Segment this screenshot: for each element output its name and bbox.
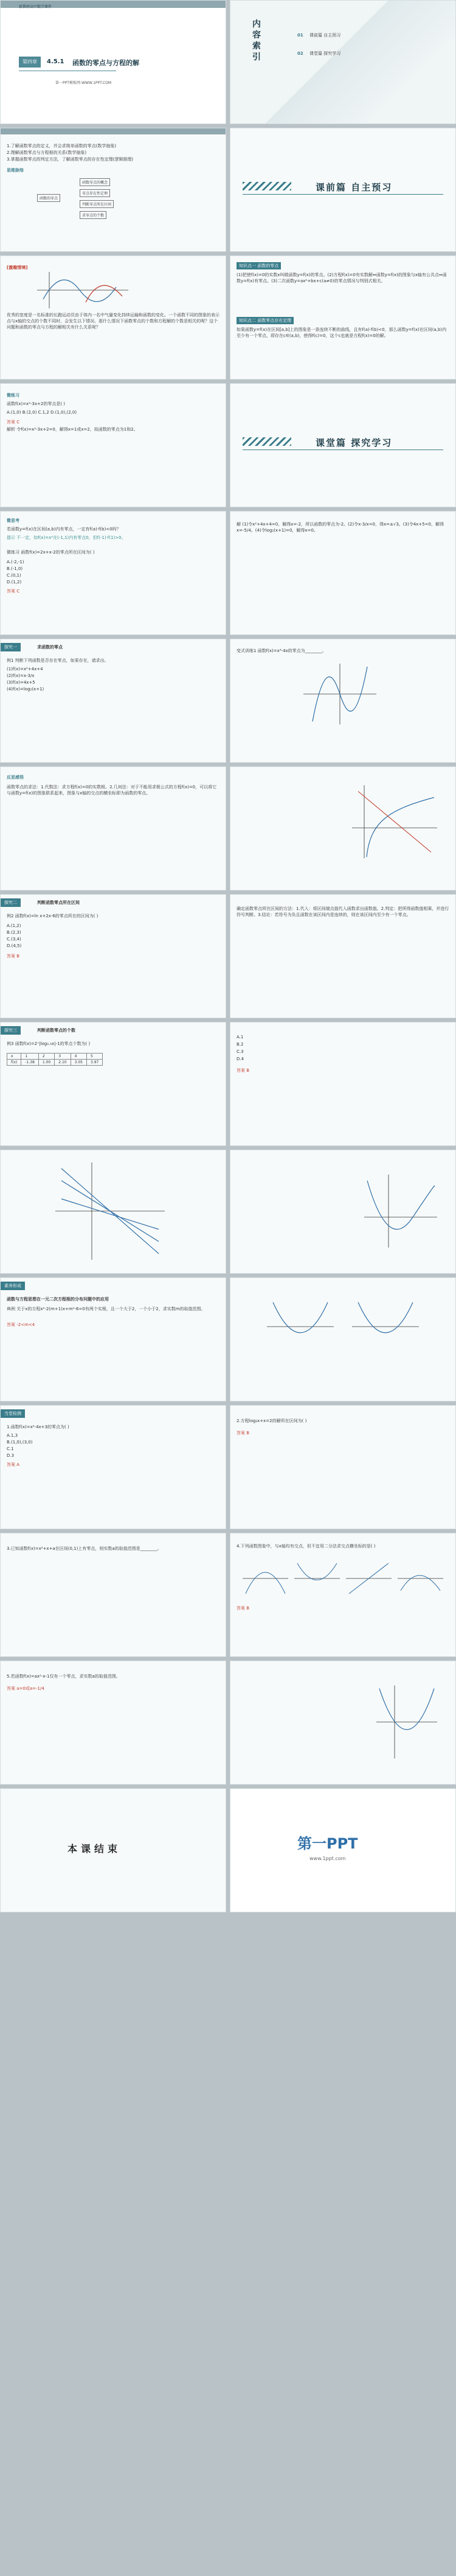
contents-item-2-num: 02 (297, 51, 303, 56)
ex3-table (7, 1053, 103, 1066)
ex3-graph-slide-2 (230, 1150, 456, 1274)
publisher-label: 新教材高中数学课件 (19, 5, 52, 9)
section-number: 4.5.1 (47, 58, 64, 65)
quiz-slide-1 (0, 1405, 226, 1529)
chapter-badge: 第四章 (19, 57, 41, 68)
ex4-answer: 答案 -2<m<4 (7, 1322, 35, 1327)
contents-item-1-label: 课前篇 自主预习 (309, 33, 341, 38)
part2-stripes (243, 437, 291, 446)
contents-item-1[interactable] (297, 32, 340, 38)
practice-answer: 答案 C (7, 420, 20, 425)
practice-slide (0, 383, 226, 507)
mindmap-label: 思维脉络 (7, 168, 24, 173)
ex3-table-head (7, 1054, 103, 1060)
quiz-q2: 2.方程log₂x+x=2的解所在区间为( ) (237, 1418, 307, 1423)
situation-graph (37, 272, 128, 308)
ex4-heading: 函数与方程思想在一元二次方程根的分布问题中的应用 (7, 1297, 109, 1302)
ex2-choice-a[interactable]: A.(1,2) (7, 923, 21, 928)
contents-bg (230, 1, 456, 124)
mindmap (37, 176, 171, 224)
ex1-reflect: 函数零点的求法：1.代数法：求方程f(x)=0的实数根。2.几何法：对于不能用求根公式的方程f(x)=0，可以将它与函数y=f(x)的图象联系起来，图象与x轴的交点的横坐标即为函数的零点。 (7, 785, 217, 796)
ex1-continued-slide (230, 639, 456, 763)
ex3-td: 3.97 (86, 1060, 102, 1066)
brand-url[interactable]: www.1ppt.com (309, 1856, 346, 1861)
ex2-answer: 答案 B (7, 954, 20, 959)
ex2-reflect: 确定函数零点所在区间的方法：1.代入：将区间端点值代入函数求出函数值。2.判定：把所得函数值相乘，并进行符号判断。3.结论：若符号为负且函数在该区间内是连续的，则在该区间内至少有一个零点。 (237, 906, 449, 917)
ex3-td: f(x) (7, 1060, 21, 1066)
ex2-choice-d[interactable]: D.(4,5) (7, 943, 22, 948)
ex3-th: x (7, 1054, 21, 1060)
ex1-items (7, 666, 44, 693)
mindmap-root: 函数的零点 (37, 194, 60, 202)
ex1-item-4: (4)f(x)=log₂(x+1) (7, 687, 44, 692)
quiz-slide-5 (0, 1661, 226, 1785)
part1-slide (230, 128, 456, 252)
ex3-th: 5 (86, 1054, 102, 1060)
ex4-slide (0, 1277, 226, 1401)
k2-text: 如果函数y=f(x)在区间[a,b]上的图象是一条连续不断的曲线，且有f(a)·f(b)<0，那么函数y=f(x)在区间(a,b)内至少有一个零点，即存在c∈(a,b)，使得f(c)=0，这个c也就是方程f(x)=0的解。 (237, 327, 447, 338)
think-hint: 提示 不一定，如f(x)=x²在(-1,1)内有零点0，但f(-1)·f(1)>0。 (7, 535, 126, 540)
ex3-td: -1.38 (21, 1060, 39, 1066)
quiz-q5-answer: 答案 a=0或a=-1/4 (7, 1686, 44, 1691)
k2-title: 知识点二 函数零点存在定理 (237, 317, 294, 324)
goals-top-band (1, 128, 226, 134)
ex3-graph (55, 1162, 165, 1260)
ex2-slide (0, 894, 226, 1018)
quiz-q1-choices (7, 1432, 32, 1459)
quiz-q4-graphs (243, 1560, 443, 1597)
ex2-question: 例2 函数f(x)=ln x+2x-6的零点所在的区间为( ) (7, 914, 98, 918)
ex1-reflect-title: 反思感悟 (7, 775, 24, 780)
goals-list (7, 143, 219, 163)
mindmap-node-2: 零点存在性定理 (80, 189, 110, 197)
quiz-q1-choice-c[interactable]: C.1 (7, 1446, 14, 1451)
ex3-choice-a[interactable]: A.1 (237, 1035, 244, 1040)
part1-rule (243, 194, 443, 195)
ex4-graphs (267, 1296, 419, 1345)
ex3-question: 例3 函数f(x)=2ˣ|log₀.₅x|-1的零点个数为( ) (7, 1041, 91, 1046)
ex3-td: 1.00 (38, 1060, 54, 1066)
quiz-q5: 5.若函数f(x)=ax²-x-1仅有一个零点，求实数a的取值范围。 (7, 1674, 120, 1679)
think-choice-a[interactable]: A.(-2,-1) (7, 560, 24, 564)
mindmap-node-1: 函数零点的概念 (80, 178, 110, 186)
mindmap-node-4: 求零点的个数 (80, 211, 106, 219)
ex1-item-2: (2)f(x)=x-3/x (7, 673, 35, 678)
ex1-slide (0, 639, 226, 763)
ex1-question: 例1 判断下列函数是否存在零点，如果存在，请求出。 (7, 658, 109, 663)
graph-curve-1 (43, 280, 116, 302)
think-choices (7, 559, 24, 586)
ex3-choices (237, 1033, 244, 1063)
ex2-graph (352, 785, 437, 858)
ex3-td: 3.05 (71, 1060, 86, 1066)
ex3-choice-b[interactable]: B.2 (237, 1042, 244, 1047)
quiz-q1-choice-a[interactable]: A.1,3 (7, 1433, 18, 1438)
situation-text: 优秀的宽度是一名标准的长跑运动员由于体内一名中气量变化持续运输和函数的变化。一个函数不同的图象的表示点与x轴的交点的个数不同时，会发生以下情况。那什么情况下函数零点的个数和方程解的个数是相关的呢？这个问题和函数的零点与方程的解相关有什么关系呢？ (7, 313, 219, 330)
quiz-q4: 4.下列函数图象中，与x轴均有交点，但不宜用二分法求交点横坐标的是( ) (237, 1544, 376, 1549)
k1-text: (1)把使f(x)=0的实数x叫做函数y=f(x)的零点。(2)方程f(x)=0有实数解⇔函数y=f(x)的图象与x轴有公共点⇔函数y=f(x)有零点。(3)二次函数y=ax²+bx+c(a≠0)的零点情况与判别式相关。 (237, 273, 447, 283)
ex2-tag: 探究二 (1, 898, 21, 907)
ex2-heading: 判断函数零点所在区间 (37, 900, 80, 905)
practice-title: 微练习 (7, 393, 19, 398)
ex3-graph-2 (364, 1175, 437, 1248)
think-choice-b[interactable]: B.(-1,0) (7, 566, 23, 571)
ex1-follow: 变式训练1 函数f(x)=x³-4x的零点为________。 (237, 648, 326, 653)
contents-item-2[interactable] (297, 50, 340, 57)
ex2-reflect-slide (230, 894, 456, 1018)
think-title: 微思考 (7, 518, 19, 523)
practice-question: 函数f(x)=x²-3x+2的零点是( ) (7, 401, 66, 406)
ex2-choices (7, 923, 21, 950)
think-choice-c[interactable]: C.(0,1) (7, 573, 21, 578)
situation-label: [激趣情境] (7, 265, 28, 270)
part1-stripes (243, 182, 291, 190)
reflect1-slide (0, 766, 226, 890)
mindmap-node-3: 判断零点所在区间 (80, 200, 114, 208)
ex2-choice-c[interactable]: C.(3,4) (7, 937, 21, 942)
table-row (7, 1060, 103, 1066)
ex3-answer: 答案 B (237, 1068, 250, 1073)
ex3-heading: 判断函数零点的个数 (37, 1028, 75, 1033)
knowledge-slide (230, 255, 456, 380)
practice-analysis: 解析 令f(x)=x²-3x+2=0，解得x=1或x=2，故函数的零点为1和2。 (7, 427, 138, 432)
quiz-q1: 1.函数f(x)=x²-4x+3的零点为( ) (7, 1425, 69, 1429)
quiz-q2-answer: 答案 B (237, 1431, 250, 1436)
quiz-q4-graph-c (346, 1563, 392, 1594)
ex3-td: 2.10 (55, 1060, 71, 1066)
ex3-choice-c[interactable]: C.3 (237, 1049, 244, 1054)
cover-slide (0, 0, 226, 124)
ex3-tag: 探究三 (1, 1026, 21, 1035)
ex3-th: 2 (38, 1054, 54, 1060)
cover-title: 函数的零点与方程的解 (72, 59, 139, 67)
think-practice: 微练习 函数f(x)=2x+x-2的零点所在区间为( ) (7, 550, 95, 555)
quiz-q1-choice-b[interactable]: B.(1,0),(3,0) (7, 1440, 33, 1445)
ex1-graph (303, 664, 376, 724)
quiz-slide-4 (230, 1533, 456, 1657)
ex3-choice-d[interactable]: D.4 (237, 1057, 244, 1061)
quiz-q4-graph-b (294, 1563, 340, 1580)
end-text: 本课结束 (67, 1843, 122, 1855)
ex1-solution: 解 (1)令x²+4x+4=0，解得x=-2，所以函数的零点为-2。(2)令x-3/x=0，得x=±√3。(3)令4x+5=0，解得x=-5/4。(4)令log₂(x+1)=0，解得x=0。 (237, 522, 444, 533)
quiz-q3: 3.已知函数f(x)=x²+x+a在区间(0,1)上有零点，则实数a的取值范围是________。 (7, 1546, 162, 1551)
quiz-slide-2 (230, 1405, 456, 1529)
end-slide (0, 1788, 226, 1912)
ex2-choice-b[interactable]: B.(2,3) (7, 930, 21, 935)
part2-slide (230, 383, 456, 507)
ex4-graph-slide (230, 1277, 456, 1401)
ex1-item-3: (3)f(x)=4x+5 (7, 680, 35, 685)
brand-slide (230, 1788, 456, 1912)
quiz-q5-graph (376, 1686, 437, 1758)
quiz-q4-answer: 答案 B (237, 1606, 250, 1611)
part2-title: 课堂篇 探究学习 (316, 437, 393, 448)
k1-title: 知识点一 函数的零点 (237, 262, 281, 269)
ex3-th: 1 (21, 1054, 39, 1060)
quiz-graph-slide (230, 1661, 456, 1785)
ex2-graph-slide (230, 766, 456, 890)
ex1-item-1: (1)f(x)=x²+4x+4 (7, 667, 43, 672)
goal-2: 2.理解函数零点与方程根的关系(数学抽象) (7, 150, 87, 155)
practice-choices[interactable]: A.(1,0) B.(2,0) C.1,2 D.(1,0),(2,0) (7, 410, 77, 415)
contents-item-1-num: 01 (297, 33, 303, 38)
contents-title: 内容索引 (252, 19, 261, 62)
think-text: 若函数y=f(x)在区间(a,b)内有零点，一定有f(a)·f(b)<0吗？ (7, 527, 121, 532)
contents-item-2-label: 课堂篇 探究学习 (309, 51, 341, 56)
quiz-slide-3 (0, 1533, 226, 1657)
ex4-question: 典例 关于x的方程x²-2(m+1)x+m²-6=0有两个实根，且一个大于2，一个小于2，求实数m的取值范围。 (7, 1307, 206, 1311)
ex1-heading: 求函数的零点 (37, 645, 63, 650)
quiz-q1-answer: 答案 A (7, 1462, 20, 1467)
goal-3: 3.掌握函数零点的判定方法，了解函数零点的存在性定理(逻辑推理) (7, 157, 134, 162)
contents-slide (230, 0, 456, 124)
solution-slide-1 (230, 511, 456, 635)
think-choice-d[interactable]: D.(1,2) (7, 580, 22, 585)
ex1-tag: 探究一 (1, 643, 21, 651)
think-slide (0, 511, 226, 635)
brand-logo: 第一PPT (297, 1835, 358, 1852)
ex4-tag: 素养形成 (1, 1282, 25, 1290)
ex3-graph-slide (0, 1150, 226, 1274)
quiz-tag: 当堂检测 (1, 1409, 25, 1418)
goals-slide (0, 128, 226, 252)
goal-1: 1.了解函数零点的定义，并会求简单函数的零点(数学抽象) (7, 144, 117, 148)
quiz-q4-graph-a (243, 1572, 288, 1594)
cover-subtitle: 第一PPT模板网-WWW.1PPT.COM (55, 81, 112, 85)
ex3-choices-slide (230, 1022, 456, 1146)
ex3-th: 3 (55, 1054, 71, 1060)
quiz-q1-choice-d[interactable]: D.3 (7, 1453, 15, 1458)
think-answer: 答案 C (7, 589, 20, 594)
part1-title: 课前篇 自主预习 (316, 182, 393, 193)
situation-slide (0, 255, 226, 380)
ex3-th: 4 (71, 1054, 86, 1060)
quiz-q4-graph-d (398, 1575, 443, 1591)
ex3-slide (0, 1022, 226, 1146)
